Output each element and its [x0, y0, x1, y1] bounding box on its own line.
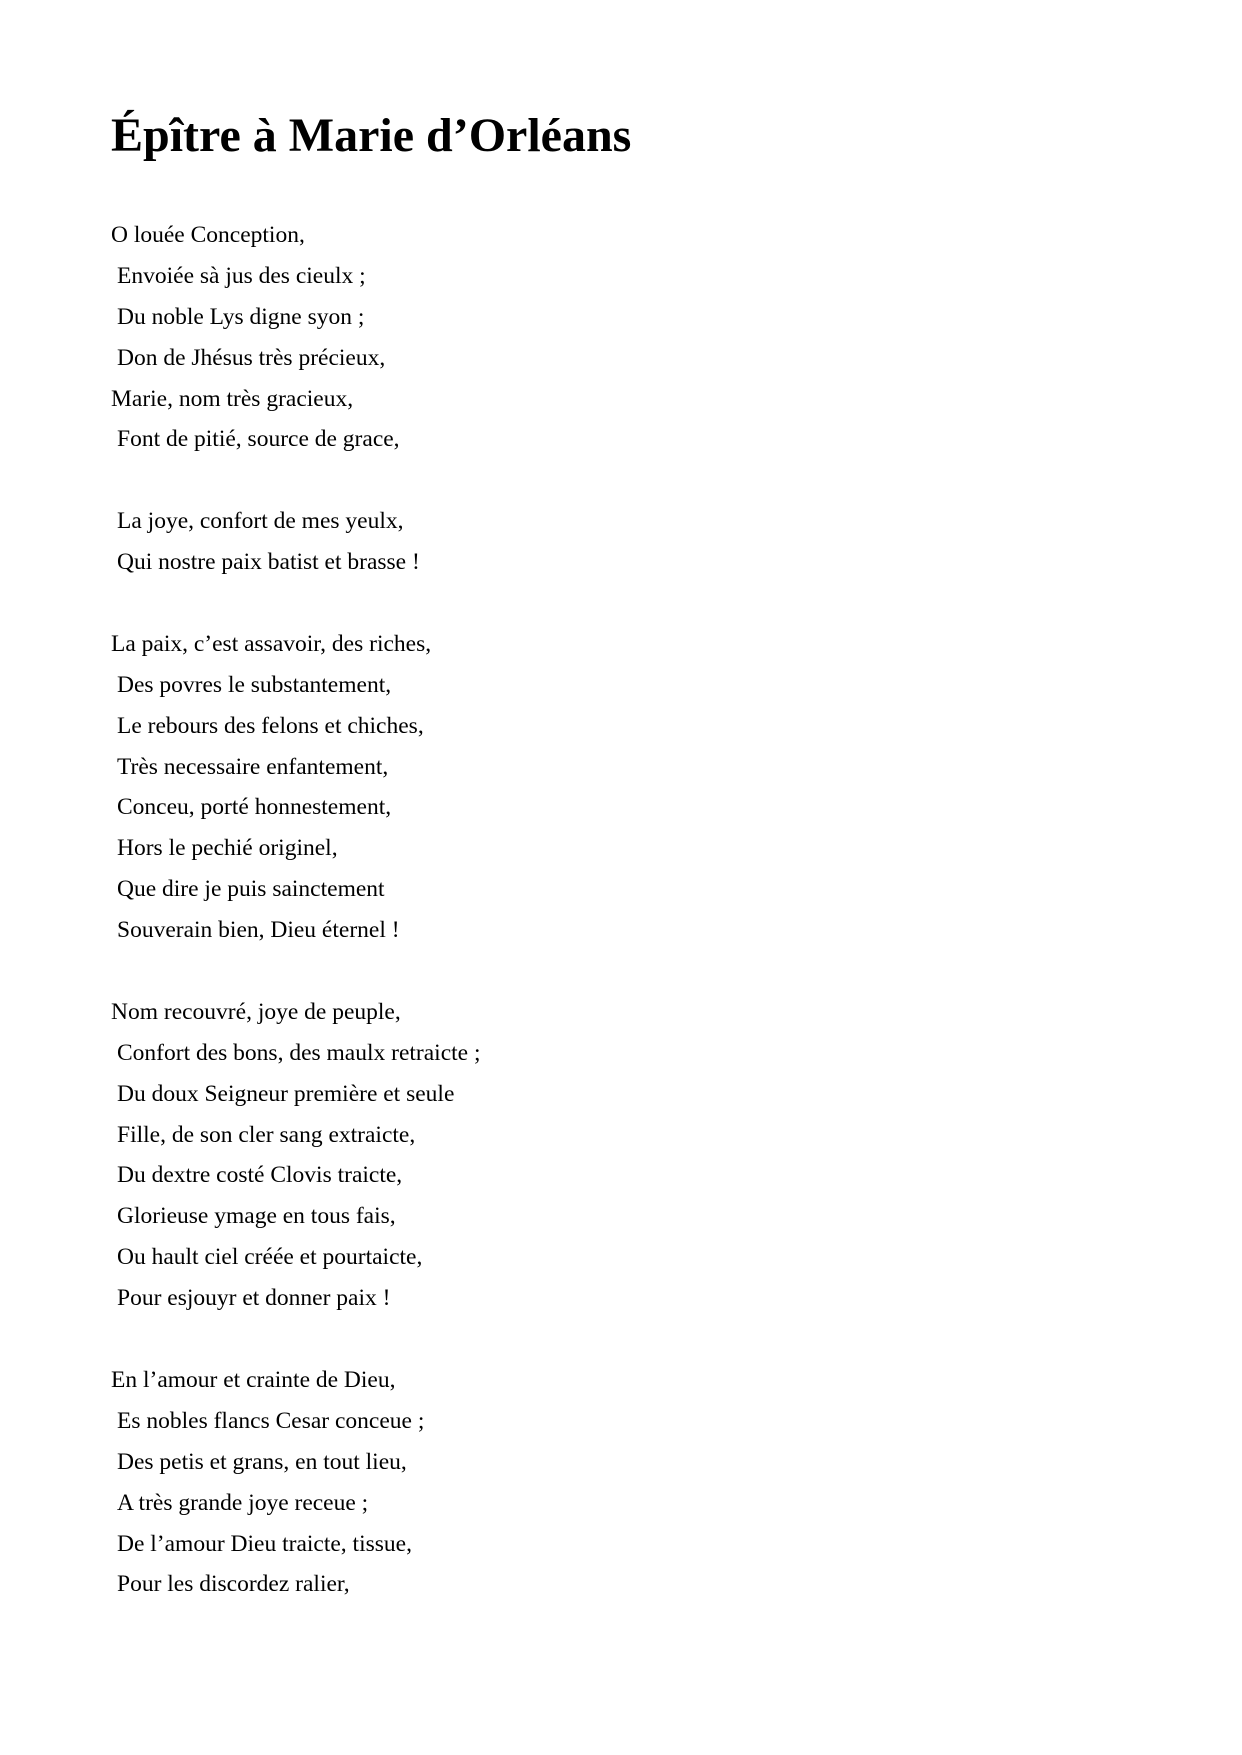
stanza-2	[111, 501, 1111, 583]
poem-title: Épître à Marie d’Orléans	[111, 109, 632, 162]
stanza-gap	[111, 1319, 1111, 1360]
verse-line: Ou hault ciel créée et pourtaicte,	[117, 1244, 423, 1271]
verse-line: Que dire je puis sainctement	[117, 876, 385, 903]
verse-line: A très grande joye receue ;	[117, 1489, 369, 1516]
verse-line: Souverain bien, Dieu éternel !	[117, 917, 400, 944]
stanza-3	[111, 624, 1111, 951]
verse-line: Es nobles flancs Cesar conceue ;	[117, 1407, 425, 1434]
verse-line: Marie, nom très gracieux,	[111, 385, 354, 412]
poem-body	[111, 215, 1111, 1605]
stanza-gap	[111, 951, 1111, 992]
stanza-gap	[111, 583, 1111, 624]
verse-line: Pour esjouyr et donner paix !	[117, 1285, 391, 1312]
verse-line: Du dextre costé Clovis traicte,	[117, 1162, 403, 1189]
verse-line: Confort des bons, des maulx retraicte ;	[117, 1039, 481, 1066]
verse-line: Glorieuse ymage en tous fais,	[117, 1203, 396, 1230]
verse-line: Du noble Lys digne syon ;	[117, 303, 365, 330]
verse-line: Pour les discordez ralier,	[117, 1571, 350, 1598]
verse-line: Du doux Seigneur première et seule	[117, 1080, 455, 1107]
stanza-gap	[111, 460, 1111, 501]
verse-line: Envoiée sà jus des cieulx ;	[117, 262, 366, 289]
stanza-4	[111, 992, 1111, 1319]
verse-line: Don de Jhésus très précieux,	[117, 344, 386, 371]
verse-line: La joye, confort de mes yeulx,	[117, 508, 404, 535]
verse-line: Le rebours des felons et chiches,	[117, 712, 424, 739]
verse-line: Qui nostre paix batist et brasse !	[117, 549, 420, 576]
stanza-5	[111, 1360, 1111, 1605]
verse-line: Nom recouvré, joye de peuple,	[111, 998, 401, 1025]
verse-line: La paix, c’est assavoir, des riches,	[111, 630, 432, 657]
verse-line: En l’amour et crainte de Dieu,	[111, 1366, 396, 1393]
verse-line: O louée Conception,	[111, 222, 305, 248]
verse-line: Conceu, porté honnestement,	[117, 794, 392, 821]
verse-line: De l’amour Dieu traicte, tissue,	[117, 1530, 412, 1557]
verse-line: Fille, de son cler sang extraicte,	[117, 1121, 416, 1148]
verse-line: Des petis et grans, en tout lieu,	[117, 1448, 407, 1475]
verse-line: Des povres le substantement,	[117, 671, 392, 698]
stanza-1	[111, 215, 1111, 460]
verse-line: Hors le pechié originel,	[117, 835, 338, 862]
verse-line: Très necessaire enfantement,	[117, 753, 389, 780]
verse-line: Font de pitié, source de grace,	[117, 426, 400, 453]
